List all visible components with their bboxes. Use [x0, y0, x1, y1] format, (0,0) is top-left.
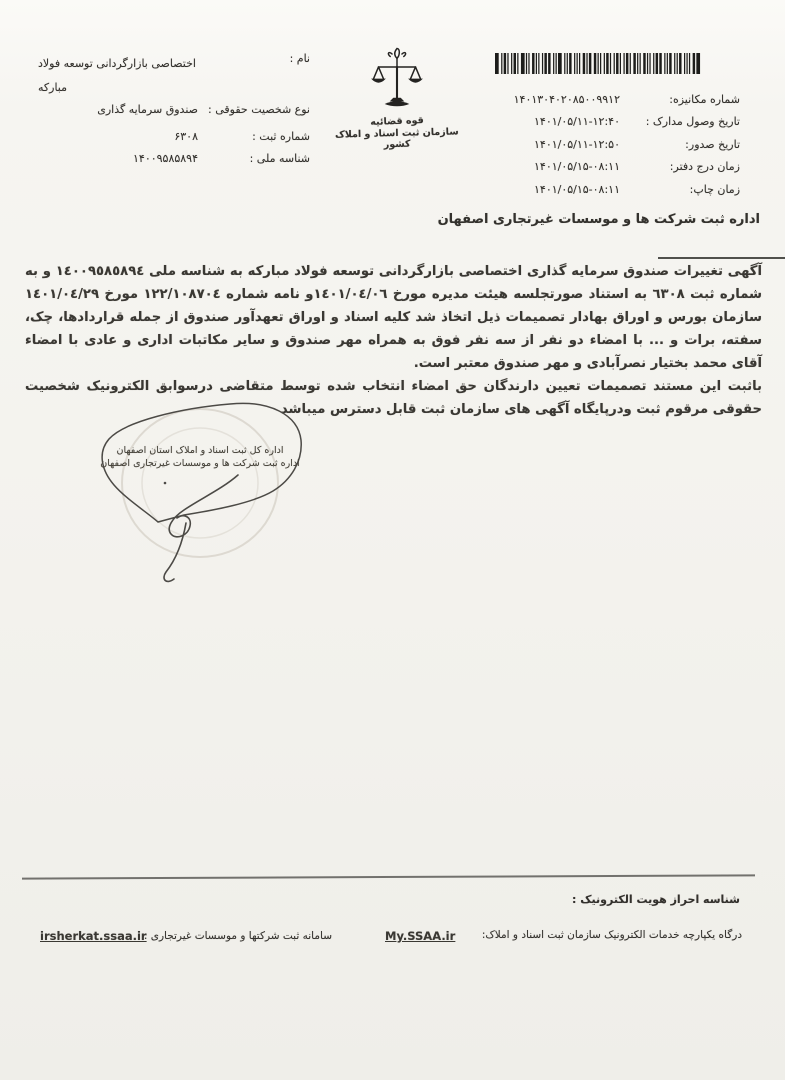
- docs-received-date-value: ۱۴۰۱/۰۵/۱۱-۱۲:۴۰: [534, 115, 620, 128]
- registry-stamp: [60, 395, 380, 595]
- legal-type-value: صندوق سرمایه گذاری: [97, 103, 198, 116]
- company-name-value: اختصاصی بازارگردانی توسعه فولاد مبارکه: [38, 57, 196, 94]
- barcode: [495, 53, 705, 74]
- national-id-value: ۱۴۰۰۹۵۸۵۸۹۴: [133, 152, 198, 165]
- mechanized-number-label: شماره مکانیزه:: [669, 93, 740, 106]
- docs-received-date-label: تاریخ وصول مدارک :: [645, 115, 740, 128]
- legal-type-label: نوع شخصیت حقوقی :: [208, 103, 310, 116]
- electronic-identity-label: شناسه احراز هویت الکترونیک :: [572, 893, 740, 906]
- mechanized-number-value: ۱۴۰۱۳۰۴۰۲۰۸۵۰۰۹۹۱۲: [513, 93, 620, 106]
- portal-label: درگاه یکپارچه خدمات الکترونیک سازمان ثبت اسناد و املاک:: [481, 929, 742, 941]
- notice-paragraph-1: آگهی تغییرات صندوق سرمایه گذاری اختصاصی بازارگردانی توسعه فولاد مبارکه به شناسه ملی ١٤٠٠٩٥٨٥٨٩٤ و به شماره ثبت ٦٣٠٨ به استناد صورتجلسه هیئت مدیره مورخ ١٤٠١/٠٤/٠٦و نامه شماره ١٢٢/١٠٨٧٠٤ مورخ ١٤٠١/٠٤/٢٩ سازمان بورس و اوراق بهادار تصمیمات ذیل اتخاذ شد کلیه اسناد و اوراق تعهدآور صندوق از جمله قراردادها، چک، سفته، برات و ... با امضاء دو نفر از سه نفر فوق به همراه مهر صندوق و سایر مکاتبات اداری و عادی با امضاء آقای محمد بختیار نصرآبادی و مهر صندوق معتبر است.: [25, 264, 763, 371]
- companies-registry-label: سامانه ثبت شرکتها و موسسات غیرتجاری :: [143, 930, 332, 942]
- issuing-office-title: اداره ثبت شرکت ها و موسسات غیرتجاری اصفهان: [437, 212, 760, 227]
- portal-url: My.SSAA.ir: [385, 929, 456, 943]
- meta-row: [495, 115, 740, 137]
- judiciary-logo-text: قوه قضائیه: [370, 115, 424, 128]
- registration-number-label: شماره ثبت :: [252, 130, 310, 143]
- national-id-label: شناسه ملی :: [249, 152, 310, 165]
- company-name-label: نام :: [289, 52, 310, 65]
- print-time-value: ۱۴۰۱/۰۵/۱۵-۰۸:۱۱: [534, 183, 620, 196]
- issue-date-value: ۱۴۰۱/۰۵/۱۱-۱۲:۵۰: [534, 138, 620, 151]
- stamp-text-line2: اداره ثبت شرکت ها و موسسات غیرتجاری اصفهان: [100, 458, 300, 469]
- meta-row: [495, 183, 740, 205]
- ledger-entry-time-value: ۱۴۰۱/۰۵/۱۵-۰۸:۱۱: [534, 160, 620, 173]
- signature: [164, 475, 238, 581]
- meta-row: [495, 138, 740, 160]
- registration-number-value: ۶۳۰۸: [174, 130, 198, 143]
- print-time-label: زمان چاپ:: [689, 183, 740, 196]
- meta-row: [495, 93, 740, 115]
- ledger-entry-time-label: زمان درج دفتر:: [669, 160, 740, 173]
- body-top-rule: [658, 257, 785, 259]
- companies-registry-url: irsherkat.ssaa.ir: [40, 929, 147, 943]
- meta-row: [495, 160, 740, 182]
- footer-divider: [22, 874, 755, 879]
- notice-paragraph-2: باثبت این مستند تصمیمات تعیین دارندگان حق امضاء انتخاب شده توسط متقاضی درسوابق الکترونیک شخصیت حقوقی مرقوم ثبت ودرپایگاه آگهی های سازمان ثبت قابل دسترس میباشد: [25, 379, 762, 417]
- organization-logo-text: سازمان ثبت اسناد و املاک کشور: [334, 126, 459, 151]
- issue-date-label: تاریخ صدور:: [685, 138, 740, 151]
- scales-of-justice-icon: [364, 46, 430, 120]
- faint-round-stamp: [122, 409, 278, 557]
- company-info-block: [38, 52, 310, 182]
- stamp-text-line1: اداره کل ثبت اسناد و املاک استان اصفهان: [116, 445, 284, 456]
